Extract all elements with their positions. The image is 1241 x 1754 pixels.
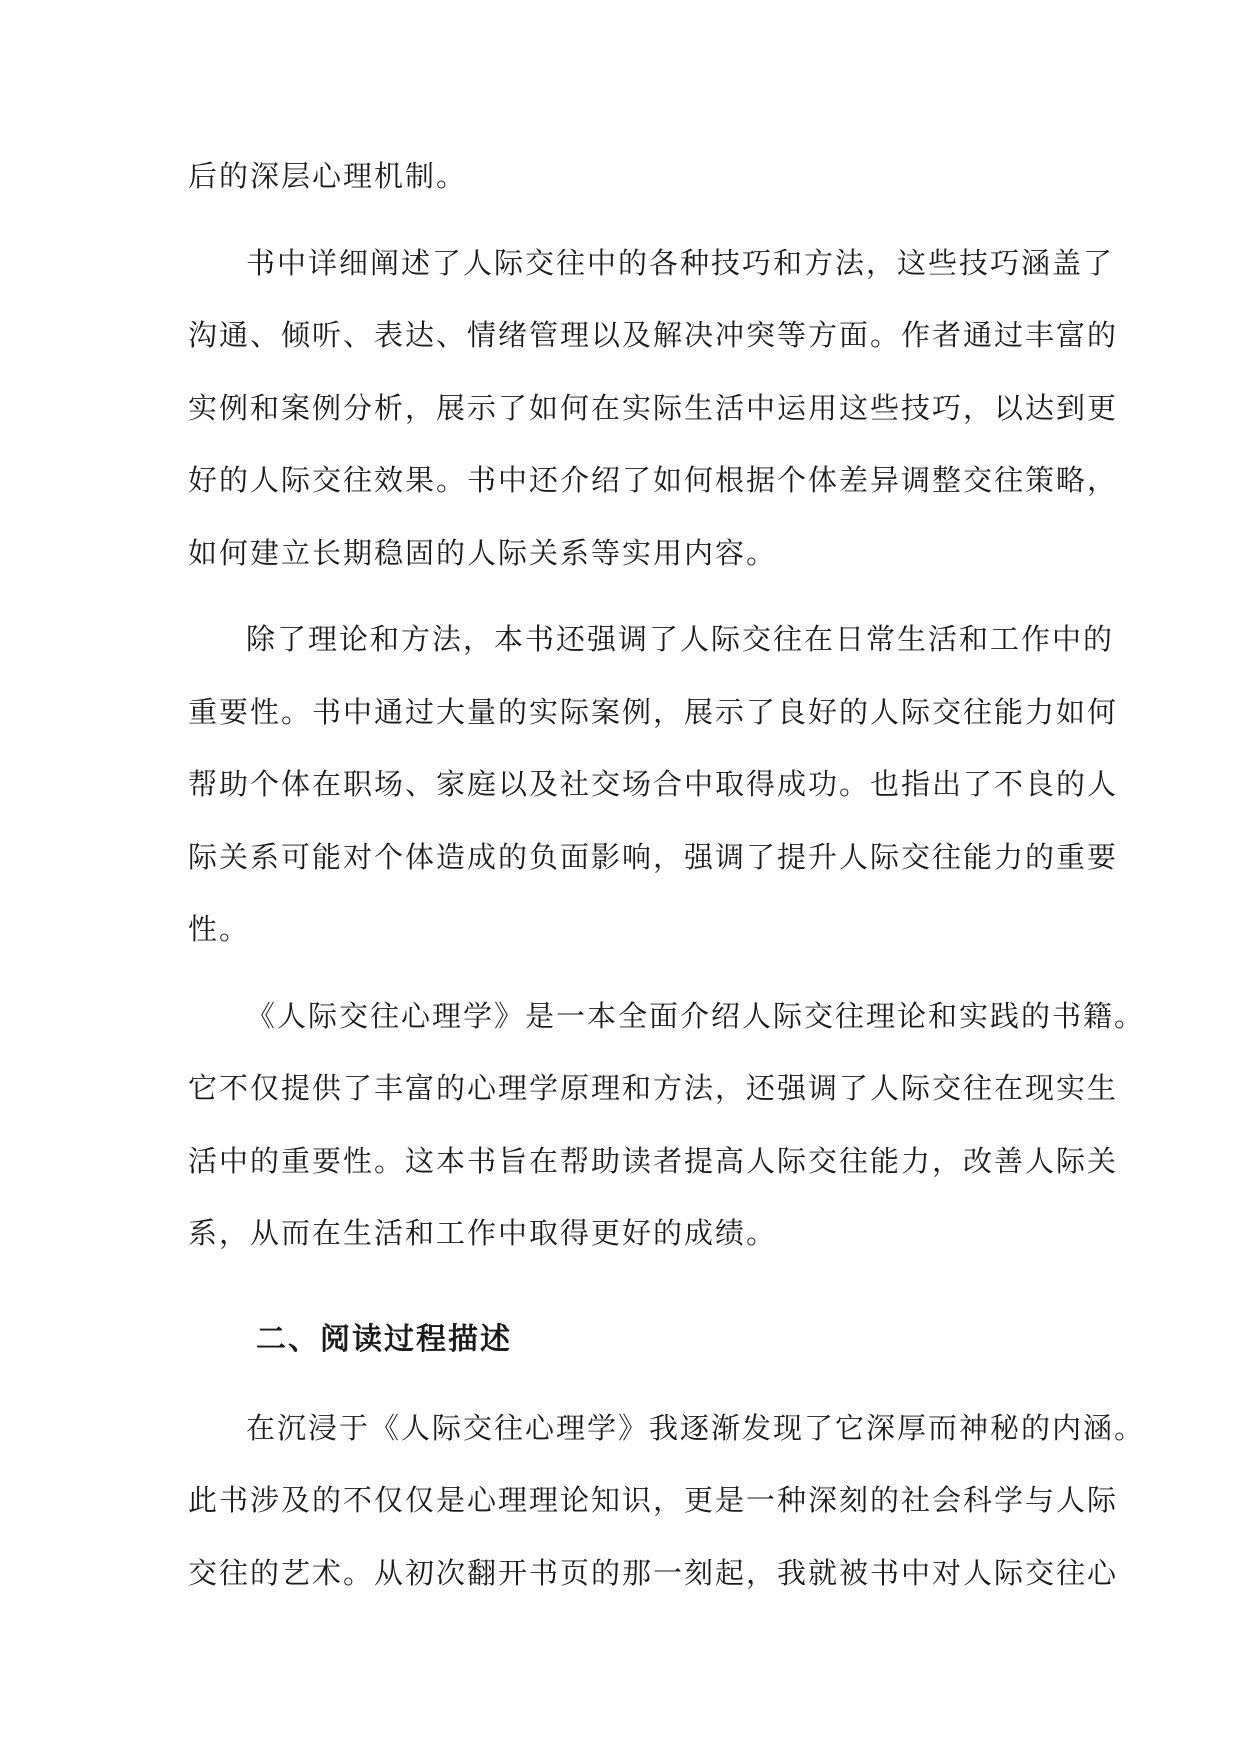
paragraph-line: 系，从而在生活和工作中取得更好的成绩。 [188,1216,778,1250]
paragraph-line: 性。 [188,912,251,946]
paragraph-line: 实例和案例分析，展示了如何在实际生活中运用这些技巧，以达到更 [188,390,1119,425]
paragraph-line: 书中详细阐述了人际交往中的各种技巧和方法，这些技巧涵盖了 [246,245,1115,280]
paragraph-line: 际关系可能对个体造成的负面影响，强调了提升人际交往能力的重要 [188,839,1119,874]
paragraph-line: 它不仅提供了丰富的心理学原理和方法，还强调了人际交往在现实生 [188,1071,1119,1105]
paragraph-line: 在沉浸于《人际交往心理学》我逐渐发现了它深厚而神秘的内涵。 [246,1410,1146,1445]
paragraph-line: 重要性。书中通过大量的实际案例，展示了良好的人际交往能力如何 [188,694,1119,729]
section-heading: 二、阅读过程描述 [256,1321,512,1357]
document-body [188,140,1146,1609]
paragraph-line: 帮助个体在职场、家庭以及社交场合中取得成功。也指出了不良的人 [188,767,1119,801]
paragraph-line: 如何建立长期稳固的人际关系等实用内容。 [188,535,778,570]
paragraph-line: 后的深层心理机制。 [188,159,468,193]
paragraph-line: 好的人际交往效果。书中还介绍了如何根据个体差异调整交往策略， [188,463,1119,497]
paragraph-line: 除了理论和方法，本书还强调了人际交往在日常生活和工作中的 [246,622,1115,656]
paragraph-line: 《人际交往心理学》是一本全面介绍人际交往理论和实践的书籍。 [246,998,1146,1033]
paragraph-line: 此书涉及的不仅仅是心理理论知识，更是一种深刻的社会科学与人际 [188,1483,1119,1517]
paragraph-line: 活中的重要性。这本书旨在帮助读者提高人际交往能力，改善人际关 [188,1143,1119,1178]
paragraph-line: 交往的艺术。从初次翻开书页的那一刻起，我就被书中对人际交往心 [188,1555,1119,1590]
paragraph-line: 沟通、倾听、表达、情绪管理以及解决冲突等方面。作者通过丰富的 [188,318,1119,352]
